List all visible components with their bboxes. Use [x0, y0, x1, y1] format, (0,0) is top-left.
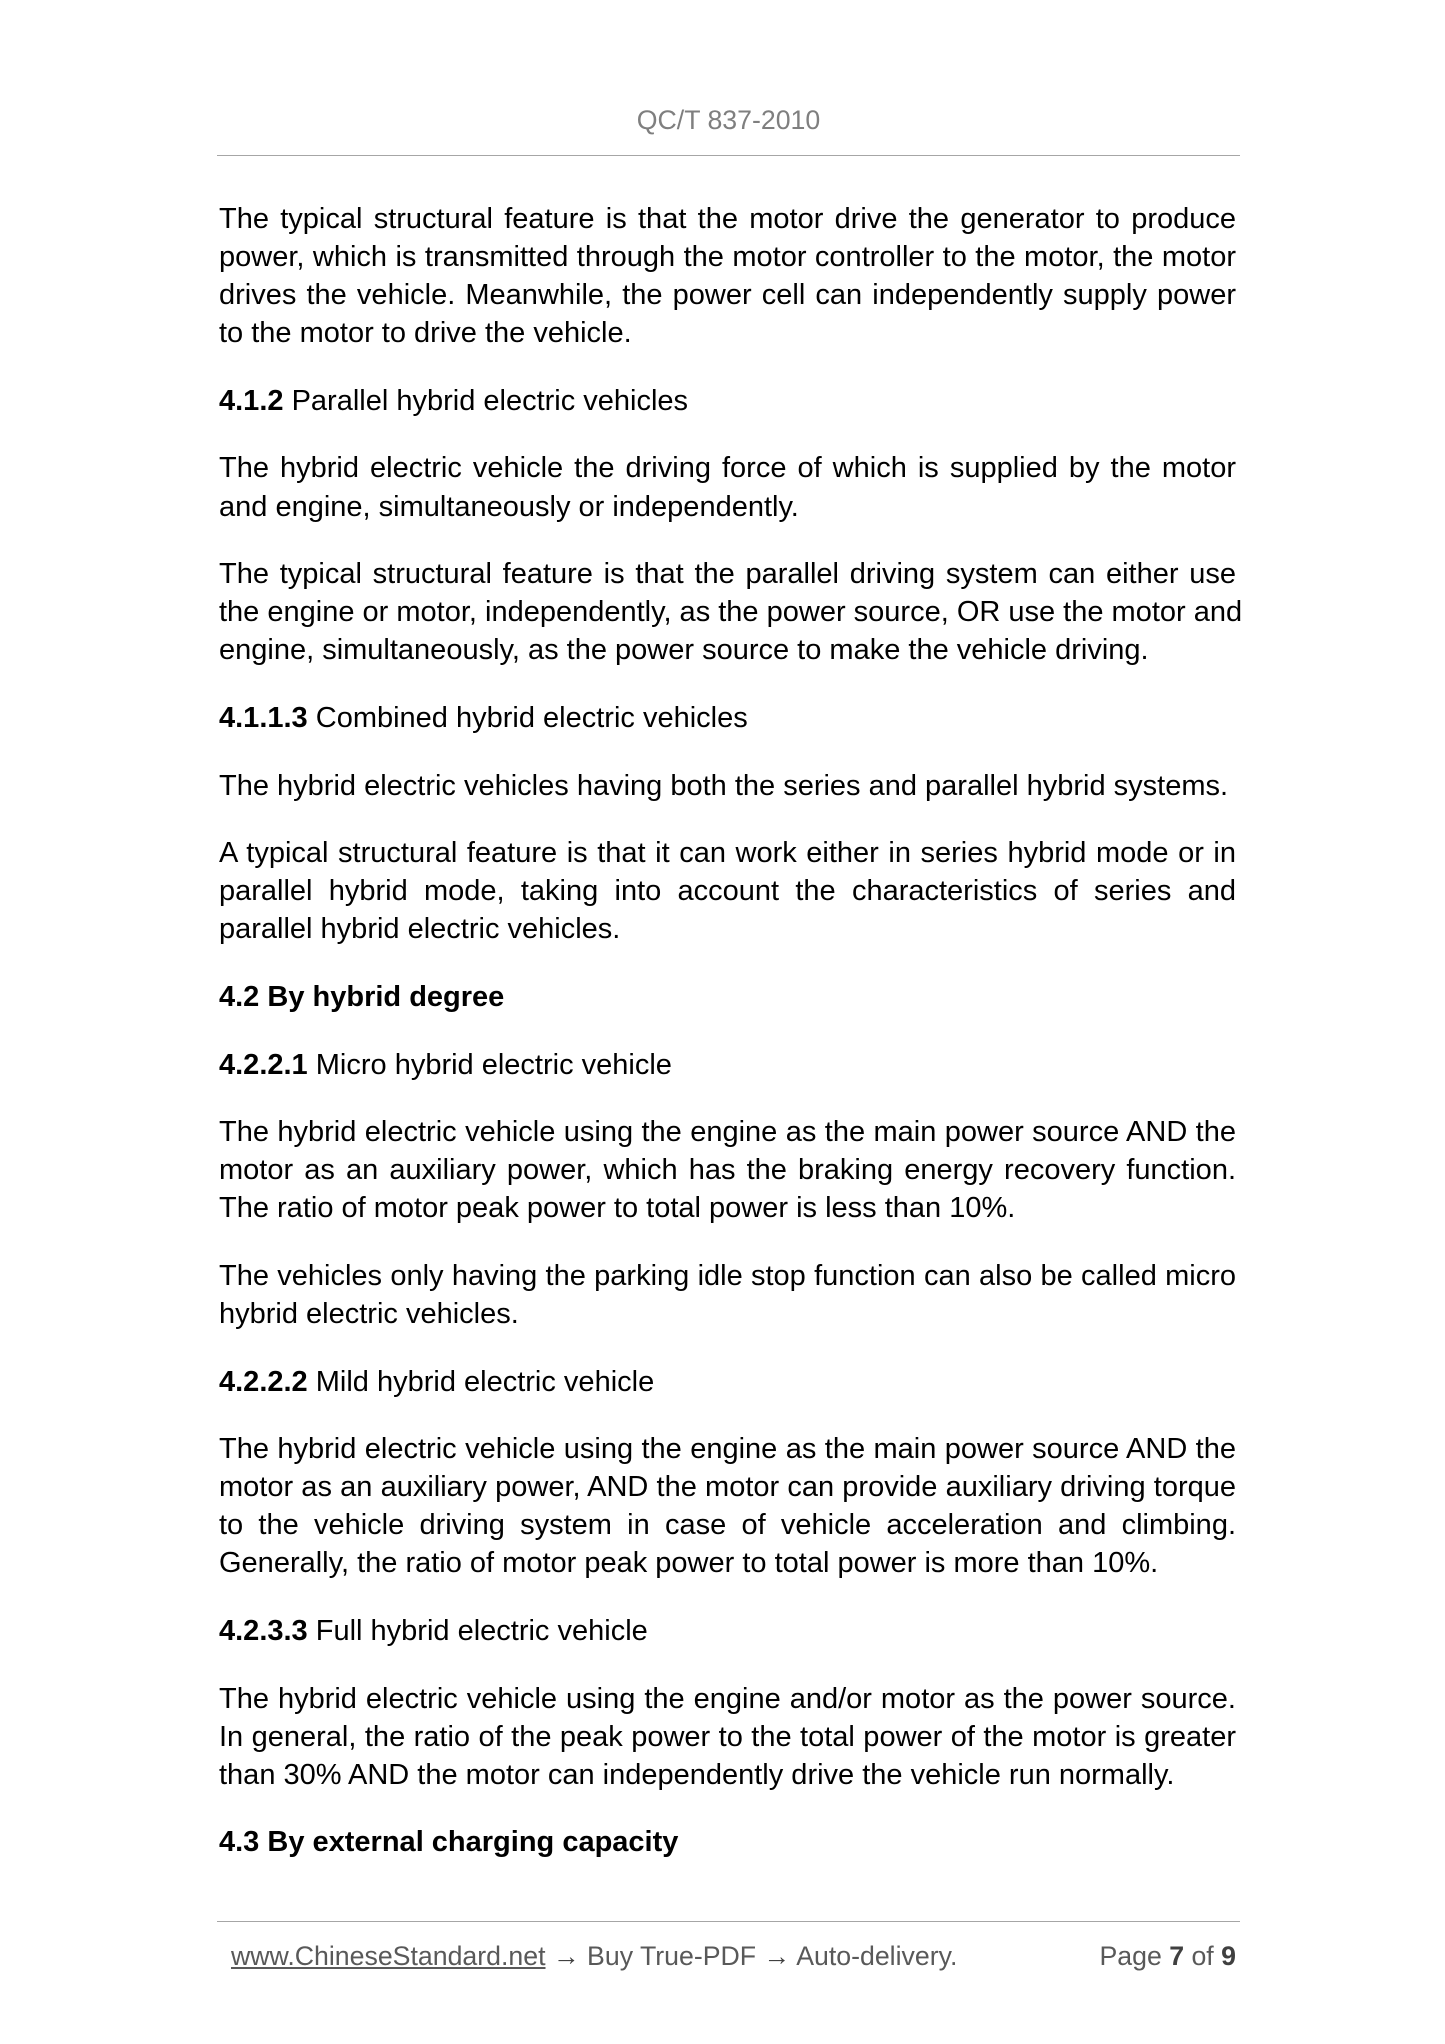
section-number: 4.2.3.3 [219, 1615, 308, 1648]
arrow-right-icon: → [763, 1941, 791, 1971]
text-line: In general, the ratio of the peak power to the total power of the motor is greater [219, 1720, 1236, 1753]
section-heading [219, 1046, 1236, 1084]
section-title: Combined hybrid electric vehicles [315, 701, 748, 734]
section-title: Parallel hybrid electric vehicles [291, 384, 689, 417]
footer-divider [217, 1921, 1240, 1922]
paragraph [219, 449, 1236, 525]
text-line: to the motor to drive the vehicle. [219, 317, 632, 350]
text-line: and engine, simultaneously or independently. [219, 490, 799, 523]
text-line: The hybrid electric vehicles having both the series and parallel hybrid systems. [219, 769, 1229, 802]
section-title: By hybrid degree [267, 980, 505, 1013]
text-line: The hybrid electric vehicle using the engine and/or motor as the power source. [219, 1682, 1236, 1715]
site-link[interactable]: www.ChineseStandard.net [231, 1941, 546, 1971]
text-line: to the vehicle driving system in case of vehicle acceleration and climbing. [219, 1509, 1236, 1542]
text-line: The typical structural feature is that the parallel driving system can either use [219, 558, 1236, 591]
section-number: 4.2.2.1 [219, 1048, 308, 1081]
text-line: drives the vehicle. Meanwhile, the power cell can independently supply power [219, 279, 1236, 312]
page-total: 9 [1221, 1941, 1236, 1971]
section-heading [219, 699, 1236, 737]
header-divider [217, 155, 1240, 156]
text-line: than 30% AND the motor can independently drive the vehicle run normally. [219, 1758, 1175, 1791]
section-heading [219, 1363, 1236, 1401]
text-line: The vehicles only having the parking idle stop function can also be called micro [219, 1259, 1236, 1292]
section-number: 4.1.1.3 [219, 701, 308, 734]
delivery-text: Auto-delivery. [796, 1941, 958, 1971]
section-heading [219, 1823, 1236, 1861]
paragraph [219, 555, 1243, 669]
text-line: motor as an auxiliary power, AND the motor can provide auxiliary driving torque [219, 1471, 1236, 1504]
page-label: Page [1099, 1941, 1162, 1971]
text-line: The hybrid electric vehicle using the engine as the main power source AND the [219, 1116, 1236, 1149]
document-body [219, 200, 1243, 1862]
section-heading [219, 978, 1236, 1016]
page-of-label: of [1191, 1941, 1214, 1971]
buy-text: Buy True-PDF [587, 1941, 757, 1971]
section-title: By external charging capacity [267, 1826, 679, 1859]
text-line: A typical structural feature is that it can work either in series hybrid mode or in [219, 837, 1236, 870]
section-heading [219, 1612, 1236, 1650]
text-line: The ratio of motor peak power to total power is less than 10%. [219, 1192, 1016, 1225]
footer-promo [231, 1940, 957, 1972]
section-number: 4.1.2 [219, 384, 284, 417]
text-line: The hybrid electric vehicle using the engine as the main power source AND the [219, 1433, 1236, 1466]
text-line: The hybrid electric vehicle the driving force of which is supplied by the motor [219, 452, 1236, 485]
section-number: 4.3 [219, 1826, 260, 1859]
text-line: parallel hybrid electric vehicles. [219, 913, 621, 946]
paragraph [219, 1113, 1236, 1227]
text-line: parallel hybrid mode, taking into account the characteristics of series and [219, 875, 1236, 908]
document-code-header: QC/T 837-2010 [636, 105, 821, 135]
section-title: Micro hybrid electric vehicle [315, 1048, 672, 1081]
section-heading [219, 382, 1236, 420]
page-current: 7 [1169, 1941, 1185, 1971]
text-line: motor as an auxiliary power, which has the braking energy recovery function. [219, 1154, 1236, 1187]
text-line: The typical structural feature is that the motor drive the generator to produce [219, 203, 1236, 235]
paragraph [219, 200, 1236, 352]
text-line: engine, simultaneously, as the power source to make the vehicle driving. [219, 634, 1149, 667]
text-line: hybrid electric vehicles. [219, 1297, 519, 1330]
paragraph [219, 1430, 1236, 1582]
text-line: the engine or motor, independently, as the power source, OR use the motor and [219, 596, 1243, 629]
section-title: Mild hybrid electric vehicle [315, 1365, 655, 1398]
page-indicator [1099, 1940, 1236, 1972]
text-line: power, which is transmitted through the motor controller to the motor, the motor [219, 241, 1236, 274]
arrow-right-icon: → [552, 1941, 580, 1971]
section-number: 4.2.2.2 [219, 1365, 308, 1398]
paragraph [219, 1680, 1236, 1794]
paragraph [219, 767, 1236, 805]
paragraph [219, 834, 1236, 948]
section-number: 4.2 [219, 980, 260, 1013]
text-line: Generally, the ratio of motor peak power to total power is more than 10%. [219, 1547, 1159, 1580]
section-title: Full hybrid electric vehicle [315, 1615, 648, 1648]
paragraph [219, 1257, 1236, 1333]
